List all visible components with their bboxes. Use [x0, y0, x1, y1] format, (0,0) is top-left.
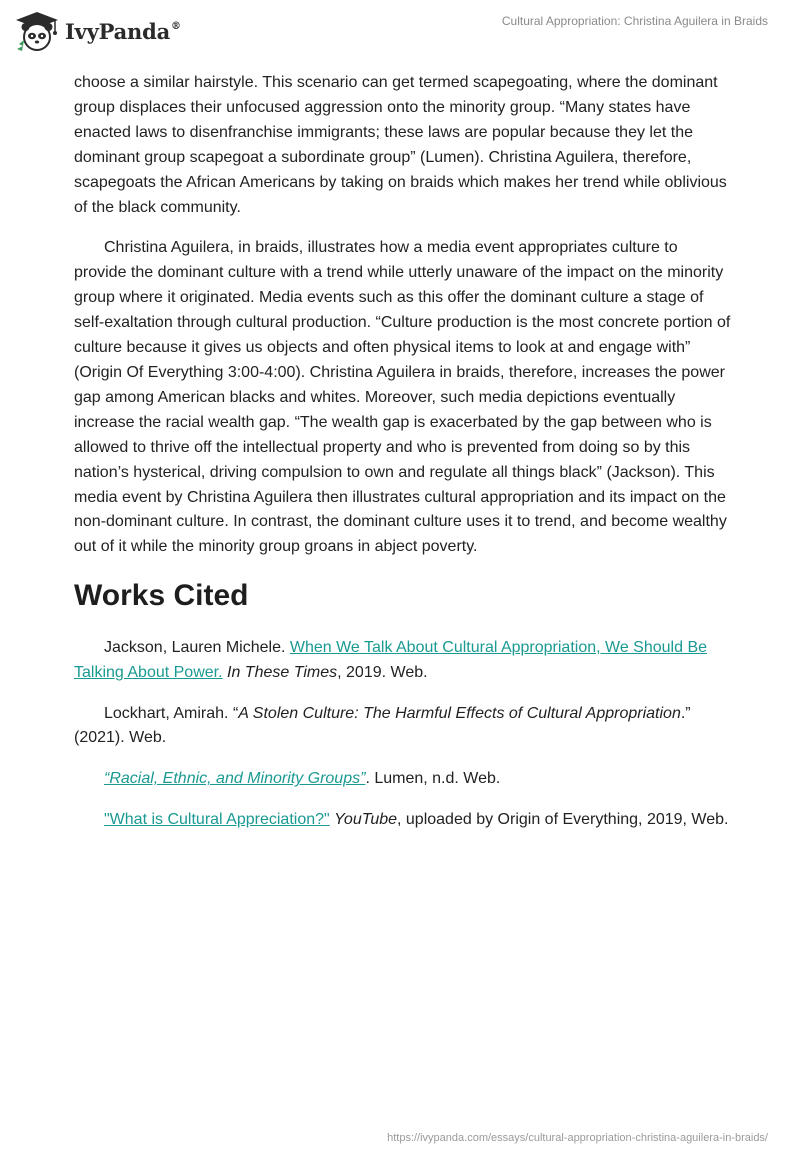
citation-origin-of-everything: "What is Cultural Appreciation?" YouTube, uploaded by Origin of Everything, 2019, Web. — [104, 811, 729, 829]
citation-lockhart: Lockhart, Amirah. “A Stolen Culture: The Harmful Effects of Cultural Appropriation.” (2021). Web. — [74, 704, 691, 747]
page-header — [0, 0, 800, 64]
works-cited-heading: Works Cited — [74, 579, 249, 613]
logo-text: IvyPanda® — [65, 18, 181, 44]
body-paragraph-2: Christina Aguilera, in braids, illustrates how a media event appropriates culture to provide the dominant culture with a trend while utterly unaware of the impact on the minority group where it originated. Media events such as this offer the dominant culture a stage of self-exaltation through cultural production. “Culture production is the most concrete portion of culture because it gives us objects and often physical items to look at and engage with” (Origin Of Everything 3:00-4:00). Christina Aguilera in braids, therefore, increases the power gap among American blacks and whites. Moreover, such media depictions eventually increase the racial wealth gap. “The wealth gap is exacerbated by the gap between who is allowed to thrive off the intellectual property and who is prevented from doing so by this nation’s hysterical, driving compulsion to own and regulate all things black” (Jackson). This media event by Christina Aguilera then illustrates cultural appropriation and its impact on the non-dominant culture. In contrast, the dominant culture uses it to trend, and become wealthy out of it while the minority group groans in abject poverty. — [74, 239, 731, 556]
panda-graduate-icon — [14, 10, 60, 52]
citation-lumen: “Racial, Ethnic, and Minority Groups”. Lumen, n.d. Web. — [104, 770, 501, 788]
document-title: Cultural Appropriation: Christina Aguilera in Braids — [501, 14, 768, 28]
logo[interactable] — [14, 10, 181, 52]
essay-content — [74, 71, 734, 849]
citation-link-youtube[interactable]: "What is Cultural Appreciation?" — [104, 811, 330, 829]
source-url: https://ivypanda.com/essays/cultural-appropriation-christina-aguilera-in-braids/ — [387, 1132, 768, 1144]
citation-link-lumen[interactable]: “Racial, Ethnic, and Minority Groups” — [104, 770, 366, 788]
citation-link-jackson[interactable]: When We Talk About Cultural Appropriation, We Should Be Talking About Power. — [74, 638, 708, 681]
body-paragraph-1: choose a similar hairstyle. This scenario can get termed scapegoating, where the dominant group displaces their unfocused aggression onto the minority group. “Many states have enacted laws to disenfranchise immigrants; these laws are popular because they let the dominant group scapegoat a subordinate group” (Lumen). Christina Aguilera, therefore, scapegoats the African Americans by taking on braids which makes her trend while oblivious of the black community. — [74, 74, 727, 216]
citation-jackson: Jackson, Lauren Michele. When We Talk About Cultural Appropriation, We Should Be Talking About Power. In These Times, 2019. Web. — [74, 638, 708, 681]
